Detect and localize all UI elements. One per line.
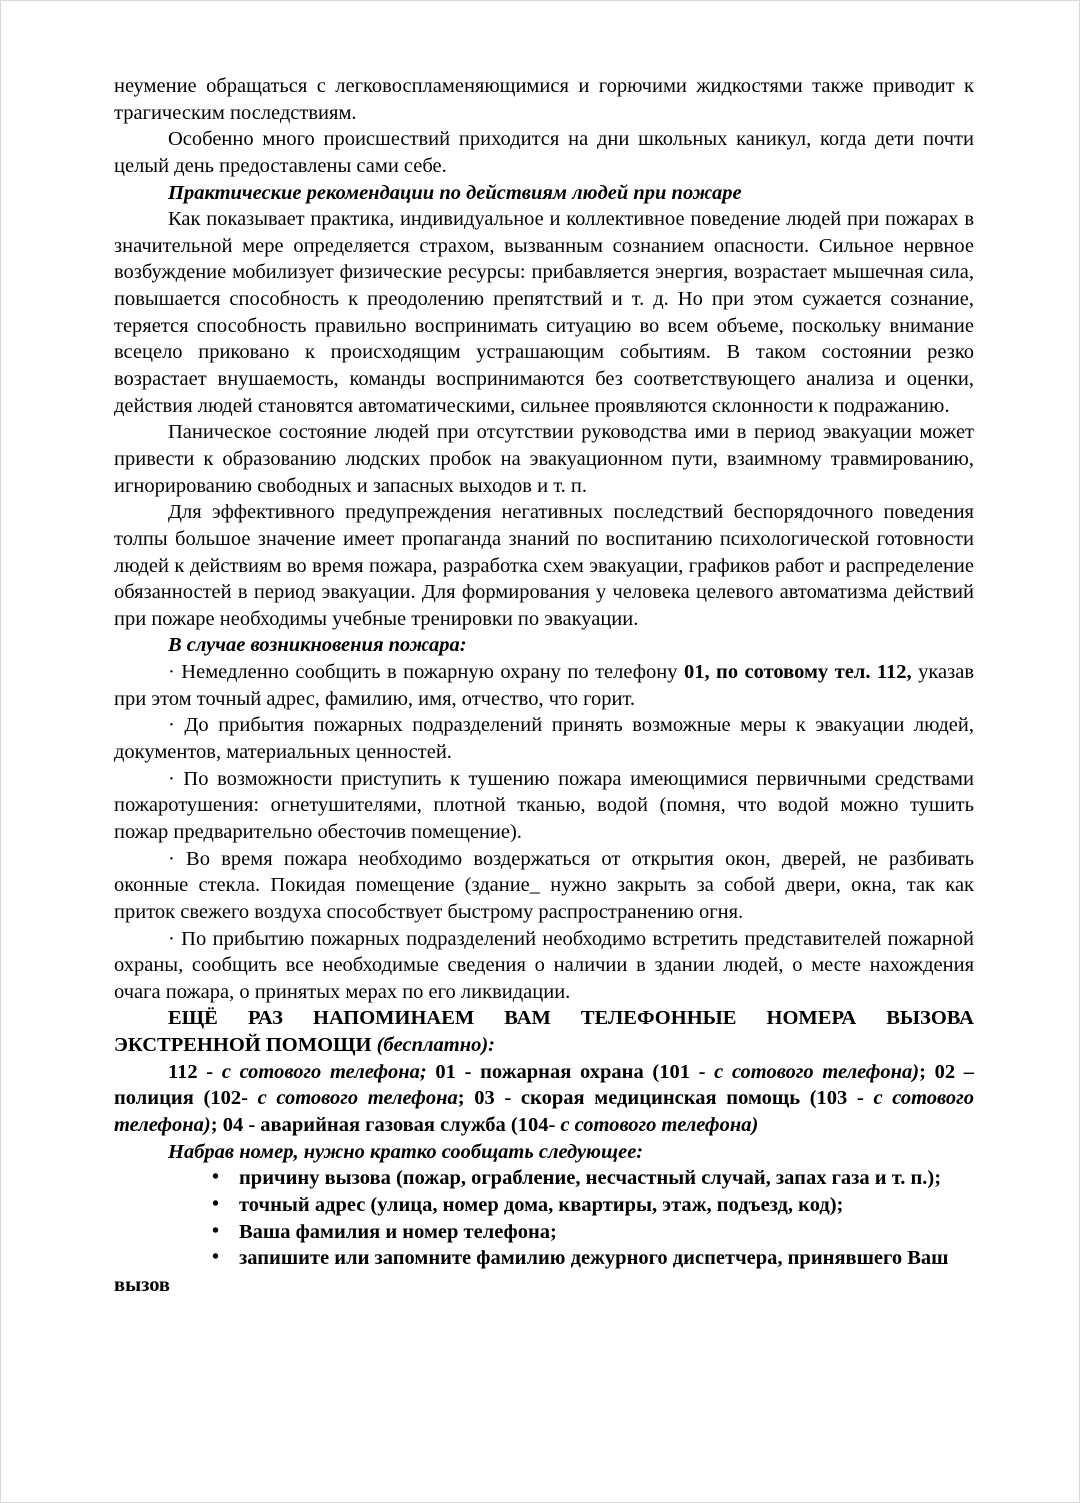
sep-112: -: [197, 1060, 222, 1083]
paragraph-prevention: Для эффективного предупреждения негативных последствий беспорядочного поведения толпы большое значение имеет пропаганда знаний по воспитанию психологической готовности людей к действиям во время пожара, разработка схем эвакуации, графиков работ и распределение обязанностей в период эвакуации. Для формирования у человека целевого автоматизма действий при пожаре необходимы учебные тренировки по эвакуации.: [114, 501, 974, 630]
label-01: - пожарная охрана (101: [455, 1060, 690, 1083]
paragraph-holidays: Особенно много происшествий приходится на дни школьных каникул, когда дети почти целый день предоставлены сами себе.: [114, 128, 974, 177]
dot-item-evacuate: · До прибытия пожарных подразделений принять возможные меры к эвакуации людей, документов, материальных ценностей.: [114, 714, 974, 764]
emergency-numbers-line: [114, 1059, 974, 1139]
dot-item-extinguish: · По возможности приступить к тушению пожара имеющимися первичными средствами пожаротушения: огнетушителями, плотной тканью, водой (помня, что водой можно тушить пожар предварительно обесточив помещение).: [114, 767, 974, 843]
paragraph-panic: Паническое состояние людей при отсутствии руководства ими в период эвакуации может привести к образованию людских пробок на эвакуационном пути, взаимному травмированию, игнорированию свободных и запасных выходов и т. п.: [114, 421, 974, 497]
heading-dial-instructions: Набрав номер, нужно кратко сообщать следующее:: [168, 1140, 644, 1163]
heading-in-case-of-fire: В случае возникновения пожара:: [168, 634, 467, 657]
dial-instruction-list: [114, 1165, 974, 1272]
label-04: - аварийная газовая служба (104: [243, 1113, 549, 1136]
sep-1: ;: [919, 1060, 935, 1083]
note-03: с сотового телефона): [114, 1087, 975, 1136]
note-04: с сотового телефона): [560, 1113, 759, 1136]
note-02: с сотового телефона: [257, 1087, 458, 1110]
reminder-free-note: (бесплатно):: [376, 1034, 495, 1057]
list-item: • запишите или запомните фамилию дежурного диспетчера, принявшего Ваш: [114, 1245, 974, 1272]
dot-item-1-suffix: указав при этом точный адрес, фамилию, имя, отчество, что горит.: [114, 661, 974, 710]
heading-practical-recommendations: Практические рекомендации по действиям людей при пожаре: [168, 181, 742, 204]
paragraph-behaviour: Как показывает практика, индивидуальное и коллективное поведение людей при пожарах в значительной мере определяется страхом, вызванным сознанием опасности. Сильное нервное возбуждение мобилизует физические ресурсы: прибавляется энергия, возрастает мышечная сила, повышается способность к преодолению препятствий и т. д. Но при этом сужается сознание, теряется способность правильно воспринимать ситуацию во всем объеме, поскольку внимание всецело приковано к происходящим устрашающим событиям. В таком состоянии резко возрастает внушаемость, команды воспринимаются без соответствующего анализа и оценки, действия людей становятся автоматическими, сильнее проявляются склонности к подражанию.: [114, 208, 974, 417]
label-02: – полиция (102: [114, 1060, 975, 1110]
number-03: 03: [474, 1087, 495, 1110]
last-line-vyzov: вызов: [114, 1273, 171, 1296]
reminder-caps-line: [114, 1005, 974, 1058]
document-body: [114, 73, 974, 1298]
list-item: • причину вызова (пожар, ограбление, несчастный случай, запах газа и т. п.);: [114, 1165, 974, 1192]
list-item: • точный адрес (улица, номер дома, квартиры, этаж, подъезд, код);: [114, 1192, 974, 1219]
sep-04: -: [548, 1113, 561, 1136]
dot-item-meet-firefighters: · По прибытию пожарных подразделений необходимо встретить представителей пожарной охраны, сообщить все необходимые сведения о наличии в здании людей, о месте нахождения очага пожара, о принятых мерах по его ликвидации.: [114, 927, 974, 1003]
list-item: • Ваша фамилия и номер телефона;: [114, 1219, 974, 1246]
sep-2: ;: [457, 1087, 475, 1110]
note-01: с сотового телефона): [714, 1060, 920, 1083]
reminder-caps-text: ЕЩЁ РАЗ НАПОМИНАЕМ ВАМ ТЕЛЕФОННЫЕ НОМЕРА ВЫЗОВА ЭКСТРЕННОЙ ПОМОЩИ: [114, 1007, 974, 1057]
sep-02: -: [241, 1087, 258, 1110]
label-03: - скорая медицинская помощь (103: [494, 1087, 848, 1110]
sep-3: ;: [210, 1113, 223, 1136]
number-02: 02: [934, 1060, 956, 1083]
sep-01: -: [689, 1060, 715, 1083]
number-04: 04: [222, 1113, 244, 1136]
dot-item-windows-doors: · Во время пожара необходимо воздержаться от открытия окон, дверей, не разбивать оконные стекла. Покидая помещение (здание_ нужно закрыть за собой двери, окна, так как приток свежего воздуха способствует быстрому распространению огня.: [114, 847, 974, 923]
sep-03: -: [847, 1087, 874, 1110]
number-01: 01: [426, 1060, 456, 1083]
paragraph-intro: неумение обращаться с легковоспламеняющимися и горючими жидкостями также приводит к трагическим последствиям.: [114, 75, 974, 124]
dot-item-1-prefix: · Немедленно сообщить в пожарную охрану по телефону: [168, 661, 684, 684]
note-112: с сотового телефона;: [221, 1060, 427, 1083]
dot-item-call-fire-service: [114, 659, 974, 712]
emergency-numbers-bold: 01, по сотовому тел. 112,: [683, 661, 912, 684]
number-112: 112: [168, 1060, 198, 1083]
